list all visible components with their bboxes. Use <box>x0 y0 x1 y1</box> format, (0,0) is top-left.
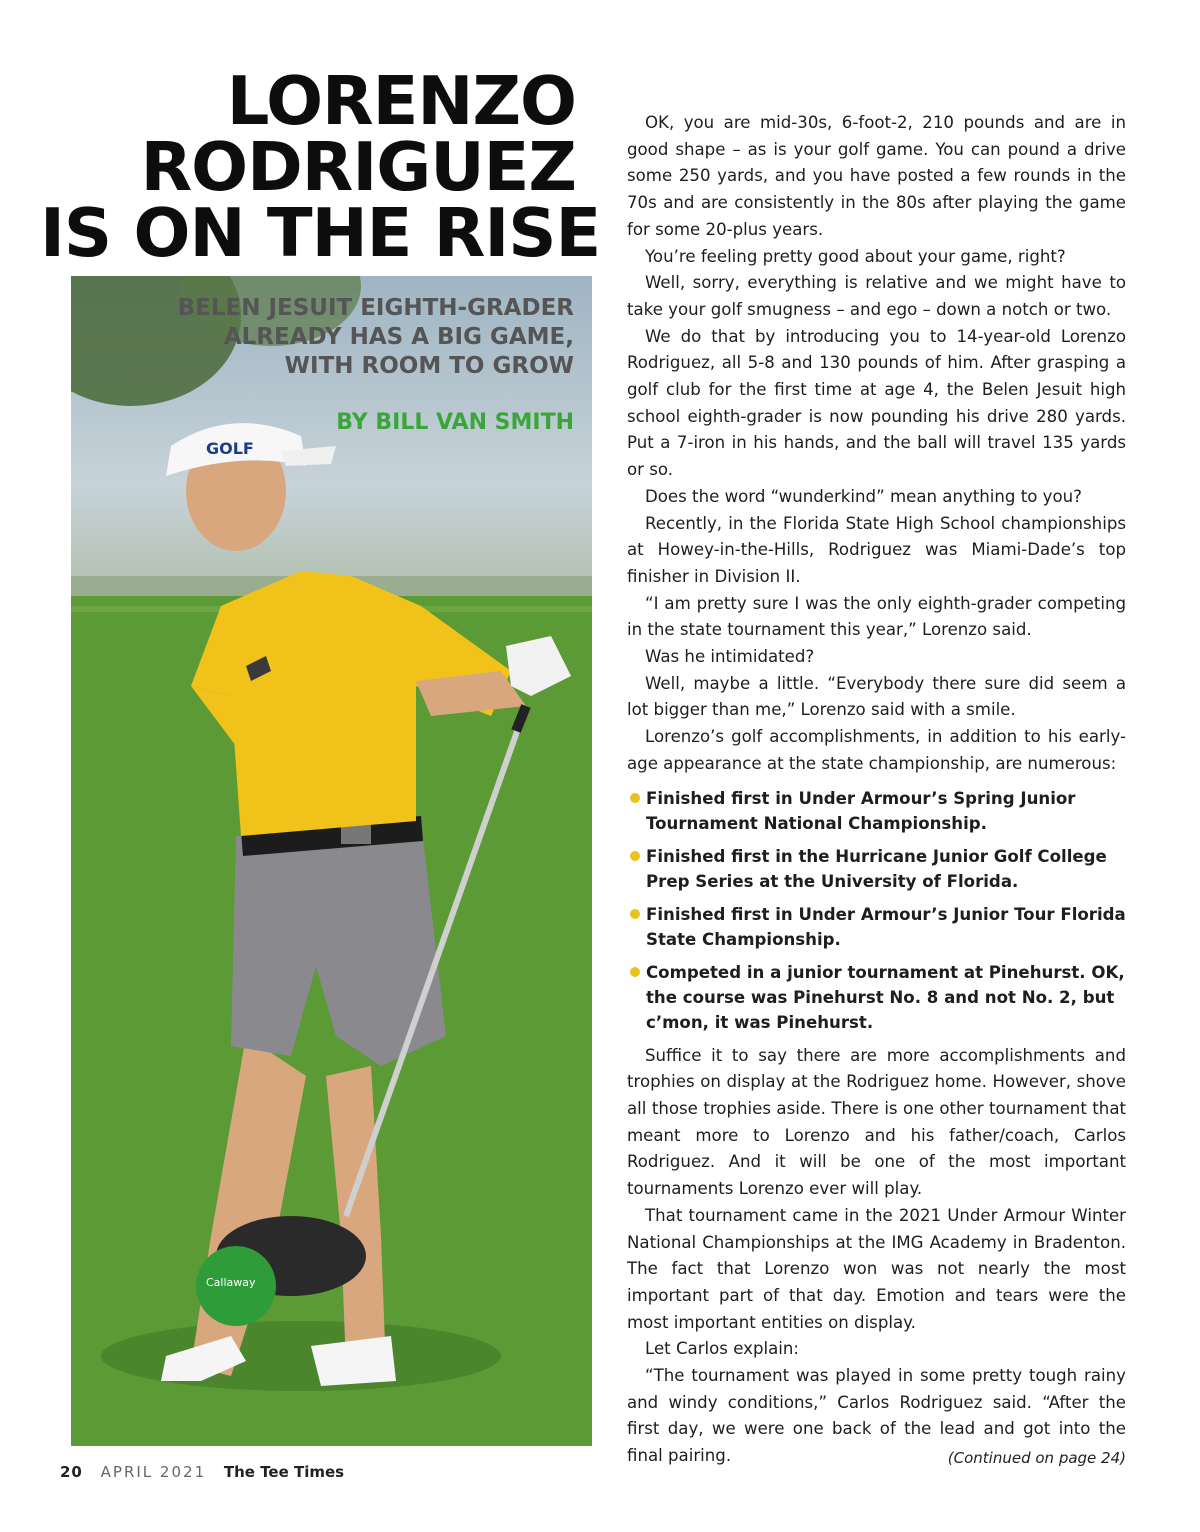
paragraph: Lorenzo’s golf accomplishments, in addition to his early-age appearance at the state championship, are numerous: <box>627 727 1126 773</box>
paragraph: Was he intimidated? <box>645 647 815 667</box>
paragraph: That tournament came in the 2021 Under Armour Winter National Championships at the IMG Academy in Bradenton. The fact that Lorenzo won was not nearly the most important part of that day. Emotion and tears were the most important entities on display. <box>627 1205 1126 1332</box>
list-item <box>627 902 1126 952</box>
page-number: 20 <box>60 1463 83 1481</box>
headline-line-1: LORENZO <box>226 62 576 140</box>
bullet-dot-icon <box>630 967 640 977</box>
deck-line-1: BELEN JESUIT EIGHTH-GRADER <box>177 295 574 321</box>
list-item <box>627 844 1126 894</box>
paragraph: “The tournament was played in some pretty tough rainy and windy conditions,” Carlos Rodriguez said. “After the first day, we were one back of the lead and got into the final pairing. <box>627 1366 1126 1466</box>
deck-line-2: ALREADY HAS A BIG GAME, <box>223 324 574 350</box>
byline: BY BILL VAN SMITH <box>336 410 574 435</box>
golfer-illustration <box>71 276 592 1446</box>
paragraph: OK, you are mid-30s, 6-foot-2, 210 pounds and are in good shape – as is your golf game. You can pound a drive some 250 yards, and you have posted a few rounds in the 70s and are consistently in the 80s after playing the game for some 20-plus years. <box>627 113 1126 239</box>
list-item-text: Competed in a junior tournament at Pinehurst. OK, the course was Pinehurst No. 8 and not No. 2, but c’mon, it was Pinehurst. <box>646 962 1125 1032</box>
ball-logo: Callaway <box>206 1276 256 1289</box>
list-item-text: Finished first in Under Armour’s Junior Tour Florida State Championship. <box>646 904 1126 949</box>
article-body <box>627 110 1126 1470</box>
paragraph: We do that by introducing you to 14-year-old Lorenzo Rodriguez, all 5-8 and 130 pounds of him. After grasping a golf club for the first time at age 4, the Belen Jesuit high school eighth-grader is now pounding his drive 280 yards. Put a 7-iron in his hands, and the ball will travel 135 yards or so. <box>627 326 1126 480</box>
paragraph: Does the word “wunderkind” mean anything to you? <box>645 486 1082 506</box>
bullet-dot-icon <box>630 851 640 861</box>
paragraph: Suffice it to say there are more accomplishments and trophies on display at the Rodriguez home. However, shove all those trophies aside. There is one other tournament that meant more to Lorenzo and his father/coach, Carlos Rodriguez. And it will be one of the most important tournaments Lorenzo ever will play. <box>627 1045 1126 1199</box>
paragraph: Well, maybe a little. “Everybody there sure did seem a lot bigger than me,” Lorenzo said with a smile. <box>627 673 1126 720</box>
deck-line-3: WITH ROOM TO GROW <box>284 353 574 379</box>
issue-date: APRIL 2021 <box>100 1463 207 1481</box>
paragraph: Well, sorry, everything is relative and we might have to take your golf smugness – and ego – down a notch or two. <box>627 273 1126 319</box>
list-item <box>627 960 1126 1035</box>
continued-note: (Continued on page 24) <box>947 1449 1126 1467</box>
paragraph: Let Carlos explain: <box>645 1339 799 1359</box>
paragraph: You’re feeling pretty good about your game, right? <box>645 246 1066 266</box>
headline <box>40 62 601 272</box>
accomplishments-list <box>627 786 1126 1035</box>
list-item <box>627 786 1126 836</box>
headline-line-2: RODRIGUEZ <box>140 128 576 206</box>
page-footer <box>60 1463 344 1481</box>
cap-logo: GOLF <box>206 439 254 458</box>
paragraph: Recently, in the Florida State High School championships at Howey-in-the-Hills, Rodriguez was Miami-Dade’s top finisher in Division II. <box>627 513 1126 586</box>
paragraph: “I am pretty sure I was the only eighth-grader competing in the state tournament this year,” Lorenzo said. <box>627 593 1126 640</box>
bullet-dot-icon <box>630 793 640 803</box>
headline-line-3: IS ON THE RISE <box>40 194 601 272</box>
deck <box>154 294 574 381</box>
publication-name: The Tee Times <box>223 1463 345 1481</box>
golfer-photo <box>71 276 592 1446</box>
bullet-dot-icon <box>630 909 640 919</box>
list-item-text: Finished first in Under Armour’s Spring Junior Tournament National Championship. <box>646 788 1076 833</box>
list-item-text: Finished first in the Hurricane Junior Golf College Prep Series at the University of Florida. <box>646 846 1107 891</box>
